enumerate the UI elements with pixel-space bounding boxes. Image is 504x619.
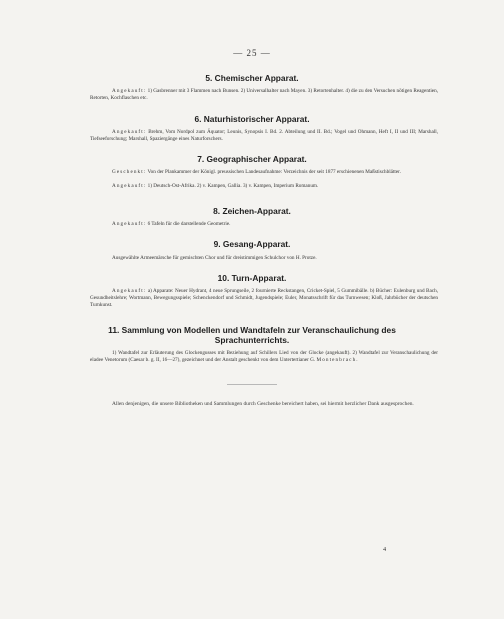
label-geschenkt: Geschenkt: [112, 169, 147, 175]
section-heading-turn-apparat: 10. Turn-Apparat. [217, 273, 287, 283]
label-angekauft: Angekauft: [112, 129, 147, 135]
donor-name: Montenbrach. [316, 356, 359, 363]
paragraph-text: Von der Plankammer der Königl. preussischen Landesaufnahme: Verzeichnis der seit 1877 erschienenen Maßstischblätter. [146, 169, 401, 175]
section-heading-gesang-apparat: 9. Gesang-Apparat. [213, 239, 291, 249]
section-paragraph-geographischer-apparat-angekauft [90, 183, 438, 190]
page-number: — 25 — [233, 48, 271, 58]
section-heading-geographischer-apparat: 7. Geographischer Apparat. [197, 154, 307, 164]
section-paragraph-geographischer-apparat-geschenkt [90, 169, 438, 176]
paragraph-text: 1) Gasbrenner mit 3 Flammen nach Bunsen. 2) Universalhalter nach Mayen. 3) Retortenhalter. 4) die zu den Versuchen nötigen Reagentien, Retorten, Kochflaschen etc. [90, 88, 438, 101]
label-angekauft: Angekauft: [112, 183, 147, 189]
label-angekauft: Angekauft: [112, 221, 147, 227]
section-paragraph-turn-apparat [90, 288, 438, 308]
section-heading-sammlung-line2: Sprachunterrichts. [214, 335, 290, 345]
paragraph-text: Brehm, Vom Nordpol zum Äquator; Leunis, Synopsis I. Bd. 2. Abteilung und II. Bd.; Vogel und Ohmann, Heft I, II und III; Marshall, Tiefseeforschung; Marshall, Spaziergänge eines Naturforschers. [90, 129, 438, 142]
section-divider [227, 384, 277, 385]
paragraph-text: 6 Tafeln für die darstellende Geometrie. [146, 221, 231, 227]
label-angekauft: Angekauft: [112, 288, 147, 294]
section-heading-sammlung-line1: 11. Sammlung von Modellen und Wandtafeln zur Veranschaulichung des [108, 325, 396, 335]
section-heading-chemischer-apparat: 5. Chemischer Apparat. [205, 73, 299, 83]
section-heading-zeichen-apparat: 8. Zeichen-Apparat. [213, 206, 291, 216]
section-paragraph-naturhistorischer-apparat [90, 129, 438, 143]
paragraph-text: 1) Wandtafel zur Erläuterung des Glockengusses mit Beziehung auf Schillers Lied von der Glocke (angekauft). 2) Wandtafel zur Veranschaulichung der eladee Venetorum (Caesar b. g. II, 16—27), gezeichnet und der Anstalt geschenkt von dem Untertertianer G. [90, 350, 438, 363]
paragraph-text: 1) Deutsch-Ost-Afrika. 2) v. Kampen, Gallia. 3) v. Kampen, Imperium Romanum. [146, 183, 319, 189]
closing-paragraph: Allen denjenigen, die unsere Bibliotheken und Sammlungen durch Geschenke bereichert haben, sei hiermit herzlicher Dank ausgesprochen. [112, 401, 414, 407]
section-paragraph-gesang-apparat: Ausgewählte Armeemärsche für gemischten Chor und für dreistimmigen Schulchor von H. Protze. [112, 255, 317, 261]
section-heading-naturhistorischer-apparat: 6. Naturhistorischer Apparat. [194, 114, 310, 124]
section-paragraph-chemischer-apparat [90, 88, 438, 102]
paragraph-text: a) Apparate: Neuer Hydrant, 4 neue Sprungseile, 2 fournierte Reckstangen, Cricket-Spiel, 5 Gummibälle. b) Bücher: Eulenburg und Bach, Gesundheitslehre; Wortmann, Bewegungsspiele; Schenckendorf und Schmidt, Jugendspiele; Euler, Monatsschrift für das Turnwesen; Kloß, Jahrbücher der deutschen Turnkunst. [90, 288, 438, 308]
footer-signature-number: 4 [383, 546, 387, 553]
section-paragraph-sammlung [90, 350, 438, 364]
section-paragraph-zeichen-apparat [90, 221, 438, 228]
label-angekauft: Angekauft: [112, 88, 147, 94]
